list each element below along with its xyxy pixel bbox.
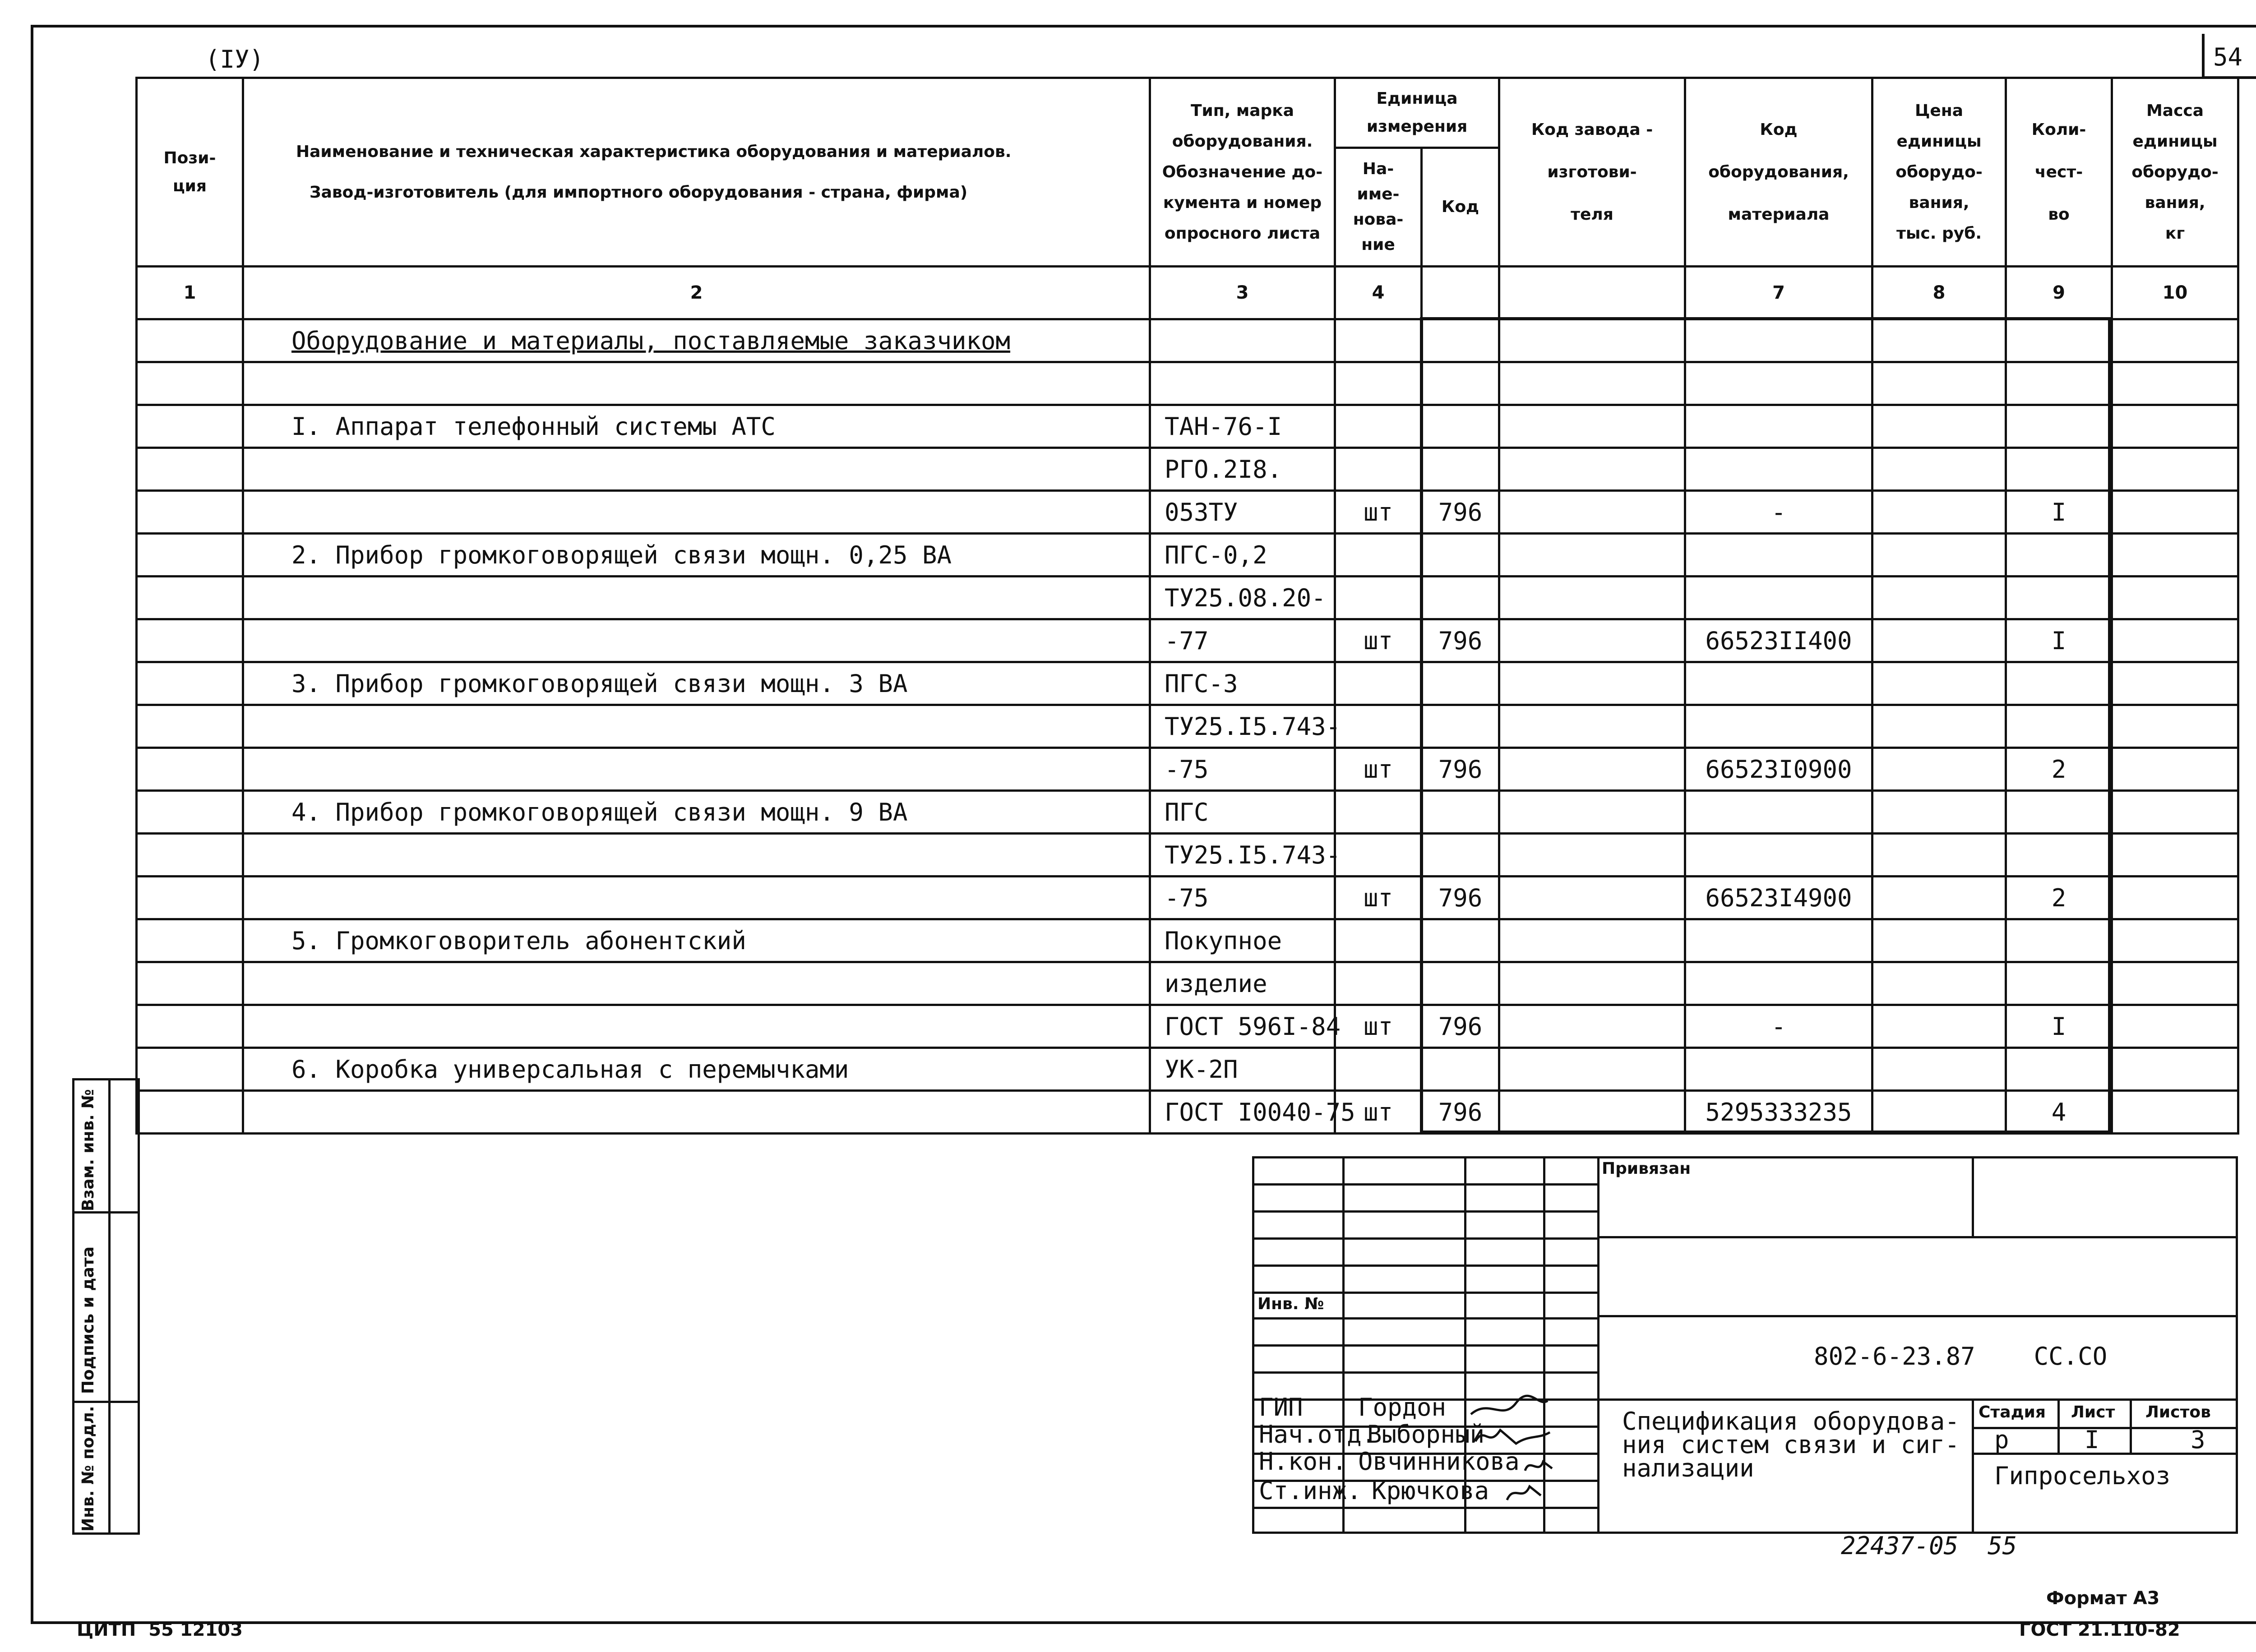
- header-maker-l1: Код завода -: [1531, 120, 1653, 139]
- cell-unit: [1335, 962, 1422, 1005]
- header-unit-code: Код: [1422, 148, 1499, 267]
- header-type-l3: Обозначение до-: [1162, 162, 1323, 181]
- tb-sheets-label: Листов: [2145, 1403, 2211, 1421]
- cell-empty: [137, 534, 243, 577]
- header-type-l4: кумента и номер: [1163, 193, 1322, 212]
- header-qty-l2: чест-: [2034, 162, 2083, 181]
- cell-name: [243, 362, 1150, 405]
- tb-signer-1: [1259, 1421, 1484, 1448]
- header-unit-name: [1335, 148, 1422, 267]
- cell-unit: шт: [1335, 1091, 1422, 1134]
- colnum-6: [1499, 267, 1685, 319]
- tb-h3: [1252, 1237, 1597, 1240]
- tb-org: Гипросельхоз: [1994, 1462, 2171, 1490]
- cell-unit: [1335, 791, 1422, 834]
- cell-unit: [1335, 705, 1422, 748]
- footer-archive-no: 22437-05 55: [1841, 1532, 2017, 1560]
- side-stamp-divider-2: [72, 1401, 140, 1403]
- signer-role: Нач.отд.: [1259, 1420, 1377, 1449]
- cell-code: 796: [1422, 1091, 1499, 1134]
- header-unit-l2: измерения: [1366, 117, 1468, 136]
- tb-r-h1: [1597, 1236, 2238, 1238]
- cell-unit: шт: [1335, 877, 1422, 919]
- cell-code: 796: [1422, 491, 1499, 534]
- tb-sheet-label: Лист: [2071, 1403, 2115, 1421]
- colnum-5: [1422, 267, 1499, 319]
- cell-type: ТАН-76-I: [1150, 405, 1335, 448]
- header-unitname-l4: ние: [1361, 235, 1395, 254]
- header-name-l1: Наименование и техническая характеристика оборудования и материалов.: [296, 142, 1012, 161]
- cell-name: 6. Коробка универсальная с перемычками: [243, 1048, 1150, 1091]
- cell-type: ГОСТ 596I-84: [1150, 1005, 1335, 1048]
- header-mass-l3: оборудо-: [2131, 162, 2219, 181]
- cell-equip: 66523II400: [1685, 619, 1872, 662]
- cell-type: ТУ25.I5.743-: [1150, 834, 1335, 877]
- footer-format: Формат А3: [2046, 1588, 2160, 1609]
- colnum-7: 7: [1685, 267, 1872, 319]
- colnum-1: 1: [137, 267, 243, 319]
- tb-r-h3: [1597, 1398, 2238, 1401]
- cell-empty: [137, 748, 243, 791]
- cell-empty: [137, 362, 243, 405]
- cell-name: [243, 619, 1150, 662]
- cell-unit: [1335, 362, 1422, 405]
- signer-name: Крючкова: [1372, 1477, 1489, 1505]
- header-name-l2: Завод-изготовитель (для импортного оборудования - страна, фирма): [310, 183, 968, 202]
- cell-unit: [1335, 577, 1422, 619]
- header-maker-l3: теля: [1571, 205, 1613, 224]
- side-sign-date: Подпись и дата: [79, 1246, 97, 1394]
- tb-signer-0: [1259, 1394, 1446, 1421]
- cell-name: [243, 319, 1150, 362]
- cell-empty: [137, 319, 243, 362]
- cell-qty: 2: [2006, 877, 2112, 919]
- cell-code: 796: [1422, 619, 1499, 662]
- signer-role: Н.кон.: [1259, 1447, 1347, 1476]
- cell-empty: [2112, 1091, 2238, 1134]
- body-highlight-frame: [1420, 317, 2111, 1134]
- cell-name: [243, 962, 1150, 1005]
- side-stamp-divider-1: [72, 1211, 140, 1214]
- tb-h8: [1252, 1371, 1597, 1374]
- cell-unit: шт: [1335, 1005, 1422, 1048]
- header-price-l1: Цена: [1915, 101, 1963, 120]
- header-price-l4: вания,: [1909, 193, 1969, 212]
- cell-equip: -: [1685, 1005, 1872, 1048]
- cell-empty: [2112, 448, 2238, 491]
- cell-type: ГОСТ I0040-75: [1150, 1091, 1335, 1134]
- header-type-l1: Тип, марка: [1190, 101, 1294, 120]
- header-equip-l3: материала: [1728, 205, 1830, 224]
- cell-unit: шт: [1335, 491, 1422, 534]
- column-number-row: [137, 267, 2238, 319]
- tb-stage-label: Стадия: [1979, 1403, 2046, 1421]
- cell-empty: [2112, 491, 2238, 534]
- cell-empty: [2112, 919, 2238, 962]
- cell-name: 5. Громкоговоритель абонентский: [243, 919, 1150, 962]
- tb-h7: [1252, 1344, 1597, 1347]
- cell-unit: [1335, 405, 1422, 448]
- header-maker-l2: изготови-: [1547, 162, 1637, 181]
- side-inv-podl: Инв. № подл.: [79, 1406, 97, 1532]
- cell-unit: шт: [1335, 619, 1422, 662]
- header-pos-l1: Пози-: [163, 148, 216, 167]
- cell-empty: [2112, 791, 2238, 834]
- tb-stage: р: [1994, 1426, 2009, 1454]
- tb-title-l2: ния систем связи и сиг-: [1622, 1431, 1960, 1459]
- tb-title-l3: нализации: [1622, 1454, 1754, 1482]
- cell-type: ТУ25.I5.743-: [1150, 705, 1335, 748]
- cell-code: 796: [1422, 748, 1499, 791]
- cell-name: 3. Прибор громкоговорящей связи мощн. 3 ВА: [243, 662, 1150, 705]
- tb-r-v3: [2130, 1398, 2132, 1455]
- cell-qty: 2: [2006, 748, 2112, 791]
- cell-empty: [137, 834, 243, 877]
- header-type-l5: опросного листа: [1164, 224, 1321, 243]
- cell-unit: [1335, 1048, 1422, 1091]
- side-vzam-inv: Взам. инв. №: [79, 1089, 97, 1211]
- signature-scribbles: [1462, 1394, 1557, 1511]
- cell-empty: [2112, 362, 2238, 405]
- header-row: [137, 78, 2238, 148]
- cell-type: ПГС-3: [1150, 662, 1335, 705]
- cell-empty: [137, 619, 243, 662]
- header-mass-l5: кг: [2165, 224, 2185, 243]
- header-mass-l2: единицы: [2132, 132, 2218, 151]
- cell-name: [243, 1005, 1150, 1048]
- footer-left-code: ЦИТП 55 12103: [77, 1620, 243, 1640]
- cell-unit: [1335, 534, 1422, 577]
- header-price: [1872, 78, 2006, 267]
- cell-empty: [137, 919, 243, 962]
- header-equip-code: [1685, 78, 1872, 267]
- cell-code: 796: [1422, 1005, 1499, 1048]
- signer-name: Овчинникова: [1358, 1447, 1520, 1476]
- cell-name: [243, 491, 1150, 534]
- tb-r-v2: [2057, 1398, 2060, 1455]
- cell-empty: [137, 877, 243, 919]
- cell-qty: I: [2006, 619, 2112, 662]
- cell-name: I. Аппарат телефонный системы АТС: [243, 405, 1150, 448]
- header-qty-l3: во: [2048, 205, 2070, 224]
- cell-type: [1150, 319, 1335, 362]
- cell-empty: [2112, 619, 2238, 662]
- header-unit-group: [1335, 78, 1499, 148]
- header-unit-l1: Единица: [1376, 89, 1458, 108]
- cell-empty: [137, 577, 243, 619]
- tb-r-v1: [1972, 1398, 1974, 1534]
- tb-h6: [1252, 1317, 1597, 1320]
- side-stamp-divider-v: [108, 1078, 111, 1535]
- signer-role: Ст.инж.: [1259, 1477, 1362, 1505]
- cell-empty: [2112, 1048, 2238, 1091]
- header-type-l2: оборудования.: [1172, 132, 1313, 151]
- cell-empty: [137, 791, 243, 834]
- cell-code: 796: [1422, 877, 1499, 919]
- cell-empty: [137, 1005, 243, 1048]
- tb-privyazan: Привязан: [1602, 1159, 1691, 1178]
- tb-title: [1622, 1407, 1960, 1482]
- header-price-l3: оборудо-: [1895, 162, 1983, 181]
- cell-name: [243, 448, 1150, 491]
- cell-name: [243, 877, 1150, 919]
- cell-empty: [2112, 877, 2238, 919]
- cell-type: -75: [1150, 877, 1335, 919]
- cell-empty: [2112, 662, 2238, 705]
- cell-empty: [137, 962, 243, 1005]
- header-pos-l2: ция: [172, 176, 207, 195]
- cell-type: ПГС-0,2: [1150, 534, 1335, 577]
- cell-name: 2. Прибор громкоговорящей связи мощн. 0,25 ВА: [243, 534, 1150, 577]
- cell-unit: [1335, 319, 1422, 362]
- cell-type: УК-2П: [1150, 1048, 1335, 1091]
- cell-type: 053ТУ: [1150, 491, 1335, 534]
- tb-doc-code: 802-6-23.87 СС.СО: [1814, 1342, 2108, 1371]
- colnum-9: 9: [2006, 267, 2112, 319]
- signer-role: ГИП: [1259, 1393, 1303, 1421]
- cell-empty: [2112, 319, 2238, 362]
- footer-gost: ГОСТ 21.110-82: [2019, 1620, 2180, 1640]
- cell-type: Покупное: [1150, 919, 1335, 962]
- tb-h5: [1252, 1292, 1597, 1294]
- cell-name: [243, 834, 1150, 877]
- colnum-8: 8: [1872, 267, 2006, 319]
- tb-title-l1: Спецификация оборудова-: [1622, 1407, 1960, 1435]
- cell-qty: I: [2006, 491, 2112, 534]
- cell-unit: [1335, 919, 1422, 962]
- cell-empty: [137, 405, 243, 448]
- header-unitname-l1: На-: [1362, 160, 1394, 178]
- cell-empty: [2112, 1005, 2238, 1048]
- cell-empty: [2112, 962, 2238, 1005]
- header-unitname-l2: име-: [1357, 185, 1400, 203]
- header-mass-l4: вания,: [2145, 193, 2205, 212]
- cell-name: [243, 705, 1150, 748]
- colnum-10: 10: [2112, 267, 2238, 319]
- tb-inv-no: Инв. №: [1257, 1295, 1328, 1313]
- cell-empty: [2112, 577, 2238, 619]
- header-type: [1150, 78, 1335, 267]
- cell-empty: [137, 448, 243, 491]
- colnum-4: 4: [1335, 267, 1422, 319]
- cell-type: -75: [1150, 748, 1335, 791]
- cell-equip: 5295333235: [1685, 1091, 1872, 1134]
- header-mass: [2112, 78, 2238, 267]
- header-mass-l1: Масса: [2146, 101, 2204, 120]
- header-unitname-l3: нова-: [1353, 210, 1404, 229]
- header-maker-code: [1499, 78, 1685, 267]
- cell-empty: [137, 1048, 243, 1091]
- cell-empty: [2112, 834, 2238, 877]
- cell-type: изделие: [1150, 962, 1335, 1005]
- cell-qty: 4: [2006, 1091, 2112, 1134]
- header-price-l2: единицы: [1896, 132, 1982, 151]
- tb-sheets: 3: [2191, 1426, 2205, 1454]
- section-title: Оборудование и материалы, поставляемые заказчиком: [291, 326, 1011, 355]
- colnum-3: 3: [1150, 267, 1335, 319]
- tb-v4: [1597, 1156, 1600, 1534]
- cell-unit: шт: [1335, 748, 1422, 791]
- cell-equip: -: [1685, 491, 1872, 534]
- cell-unit: [1335, 834, 1422, 877]
- tb-h4: [1252, 1264, 1597, 1267]
- header-qty-l1: Коли-: [2031, 120, 2086, 139]
- tb-sheet: I: [2085, 1426, 2099, 1454]
- cell-unit: [1335, 662, 1422, 705]
- cell-empty: [2112, 705, 2238, 748]
- cell-name: [243, 748, 1150, 791]
- cell-name: [243, 577, 1150, 619]
- tb-h2: [1252, 1210, 1597, 1213]
- cell-empty: [137, 491, 243, 534]
- header-equip-l1: Код: [1760, 120, 1798, 139]
- cell-empty: [2112, 534, 2238, 577]
- header-name: [243, 78, 1150, 267]
- header-price-l5: тыс. руб.: [1896, 224, 1982, 243]
- tb-h1: [1252, 1183, 1597, 1186]
- cell-equip: 66523I0900: [1685, 748, 1872, 791]
- cell-name: 4. Прибор громкоговорящей связи мощн. 9 ВА: [243, 791, 1150, 834]
- cell-empty: [137, 705, 243, 748]
- cell-empty: [137, 662, 243, 705]
- page-number: 54: [2213, 43, 2243, 71]
- cell-type: ПГС: [1150, 791, 1335, 834]
- header-equip-l2: оборудования,: [1708, 162, 1849, 181]
- cell-qty: I: [2006, 1005, 2112, 1048]
- colnum-2: 2: [243, 267, 1150, 319]
- cell-name: [243, 1091, 1150, 1134]
- cell-unit: [1335, 448, 1422, 491]
- cell-type: РГО.2I8.: [1150, 448, 1335, 491]
- cell-empty: [2112, 748, 2238, 791]
- signer-name: Гордон: [1358, 1393, 1447, 1421]
- corner-roman: (IУ): [205, 45, 264, 74]
- cell-type: -77: [1150, 619, 1335, 662]
- cell-type: ТУ25.08.20-: [1150, 577, 1335, 619]
- signer-name: Выборный: [1367, 1420, 1485, 1449]
- cell-empty: [2112, 405, 2238, 448]
- tb-signer-3: [1259, 1477, 1489, 1504]
- tb-r-h2: [1597, 1315, 2238, 1317]
- header-qty: [2006, 78, 2112, 267]
- cell-type: [1150, 362, 1335, 405]
- cell-equip: 66523I4900: [1685, 877, 1872, 919]
- header-pos: [137, 78, 243, 267]
- cell-empty: [137, 1091, 243, 1134]
- tb-r-v0: [1972, 1156, 1974, 1237]
